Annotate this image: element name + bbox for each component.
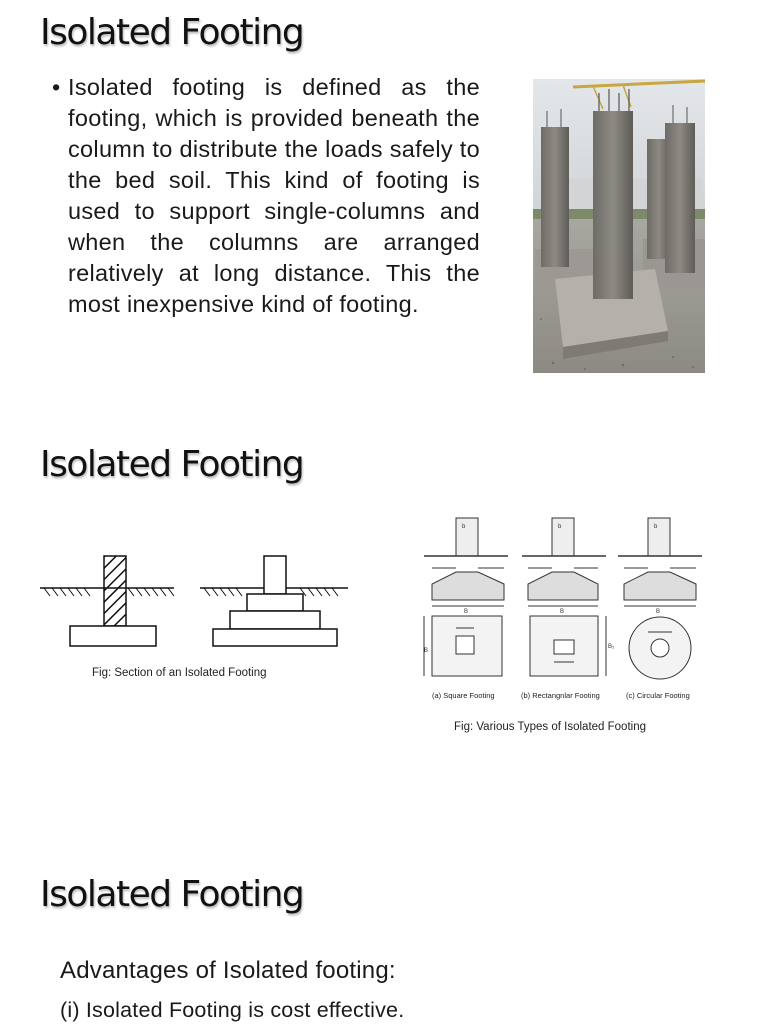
- definition-bullet: [52, 72, 480, 320]
- slide-2-title: Isolated Footing: [40, 444, 304, 485]
- subcaption-rectangular: (b) Rectangnlar Footing: [521, 691, 600, 700]
- svg-text:B: B: [656, 609, 661, 615]
- svg-text:b: b: [462, 524, 466, 530]
- footing-types-figure: [420, 516, 705, 688]
- fig-2-caption: Fig: Various Types of Isolated Footing: [454, 721, 646, 733]
- definition-text: Isolated footing is defined as the footing, which is provided beneath the column to distribute the loads safely to the bed soil. This kind of footing is used to support single-columns and when the columns are arranged relatively at long distance. This the most inexpensive kind of footing.: [68, 74, 480, 317]
- subcaption-square: (a) Square Footing: [432, 691, 495, 700]
- isolated-footing-photo: [533, 79, 705, 373]
- slide-1-title: Isolated Footing: [40, 12, 304, 53]
- svg-text:B: B: [424, 648, 429, 654]
- section-footing-figure: [40, 552, 360, 654]
- advantages-heading: Advantages of Isolated footing:: [60, 957, 396, 984]
- svg-text:b: b: [558, 524, 562, 530]
- subcaption-circular: (c) Circular Footing: [626, 691, 690, 700]
- bullet-dot-icon: •: [52, 74, 61, 100]
- svg-text:B: B: [560, 609, 565, 615]
- svg-text:B: B: [464, 609, 469, 615]
- fig-2-subcaptions: [420, 689, 705, 701]
- slide-3-title: Isolated Footing: [40, 874, 304, 915]
- fig-1-caption: Fig: Section of an Isolated Footing: [92, 667, 267, 679]
- advantage-item-1: (i) Isolated Footing is cost effective.: [60, 998, 405, 1022]
- svg-text:B₂: B₂: [608, 644, 615, 650]
- svg-text:b: b: [654, 524, 658, 530]
